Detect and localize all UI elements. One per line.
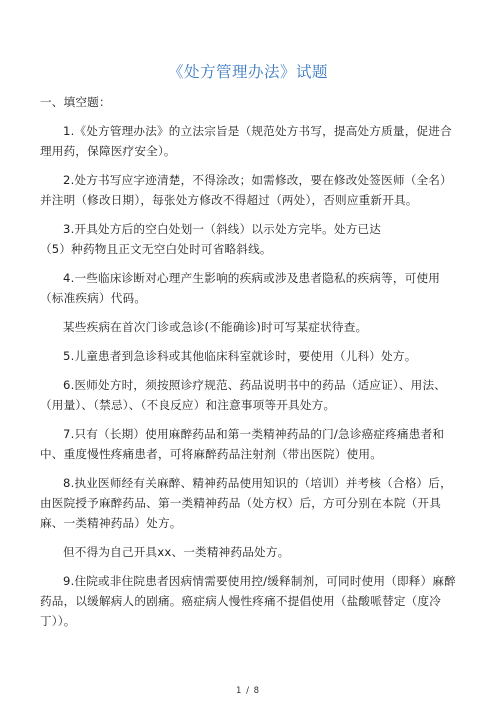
paragraph: （5）种药物且正文无空白处时可省略斜线。 [40,242,272,256]
paragraph: 9.住院或非住院患者因病情需要使用控/缓释制剂，可同时使用（即释）麻醉药品，以缓解病人的剧痛。癌症病人慢性疼痛不提倡使用（盐酸哌替定（度冷丁））。 [40,574,456,628]
paragraph: 8.执业医师经有关麻醉、精神药品使用知识的（培训）并考核（合格）后，由医院授予麻醉药品、第一类精神药品（处方权）后，方可分别在本院（开具麻、一类精神药品）处方。 [40,476,452,530]
paragraph: 5.儿童患者到急诊科或其他临床科室就诊时，要使用（儿科）处方。 [63,349,417,363]
paragraph: 7.只有（长期）使用麻醉药品和第一类精神药品的门/急诊癌症疼痛患者和中、重度慢性疼痛患者，可将麻醉药品注射剂（带出医院）使用。 [40,427,445,461]
paragraph: 3.开具处方后的空白处划一（斜线）以示处方完毕。处方已达 [63,222,382,236]
paragraph: 某些疾病在首次门诊或急诊(不能确诊)时可写某症状待查。 [63,320,368,334]
page-number: 1 / 8 [235,686,261,696]
paragraph: 但不得为自己开具xx、一类精神药品处方。 [63,545,290,559]
paragraph: 6.医师处方时，须按照诊疗规范、药品说明书中的药品（适应证）、用法、（用量）、（禁忌）、（不良反应）和注意事项等开具处方。 [40,378,447,412]
document-title: 《处方管理办法》试题 [167,63,328,81]
paragraph: 4.一些临床诊断对心理产生影响的疾病或涉及患者隐私的疾病等，可使用（标准疾病）代码。 [40,271,441,305]
paragraph: 1.《处方管理办法》的立法宗旨是（规范处方书写，提高处方质量，促进合理用药，保障医疗安全）。 [40,124,452,158]
paragraph: 2.处方书写应字迹清楚，不得涂改；如需修改，要在修改处签医师（全名）并注明（修改日期），每张处方修改不得超过（两处），否则应重新开具。 [40,173,452,207]
section-heading: 一、填空题： [40,95,111,109]
document-body [40,92,460,640]
